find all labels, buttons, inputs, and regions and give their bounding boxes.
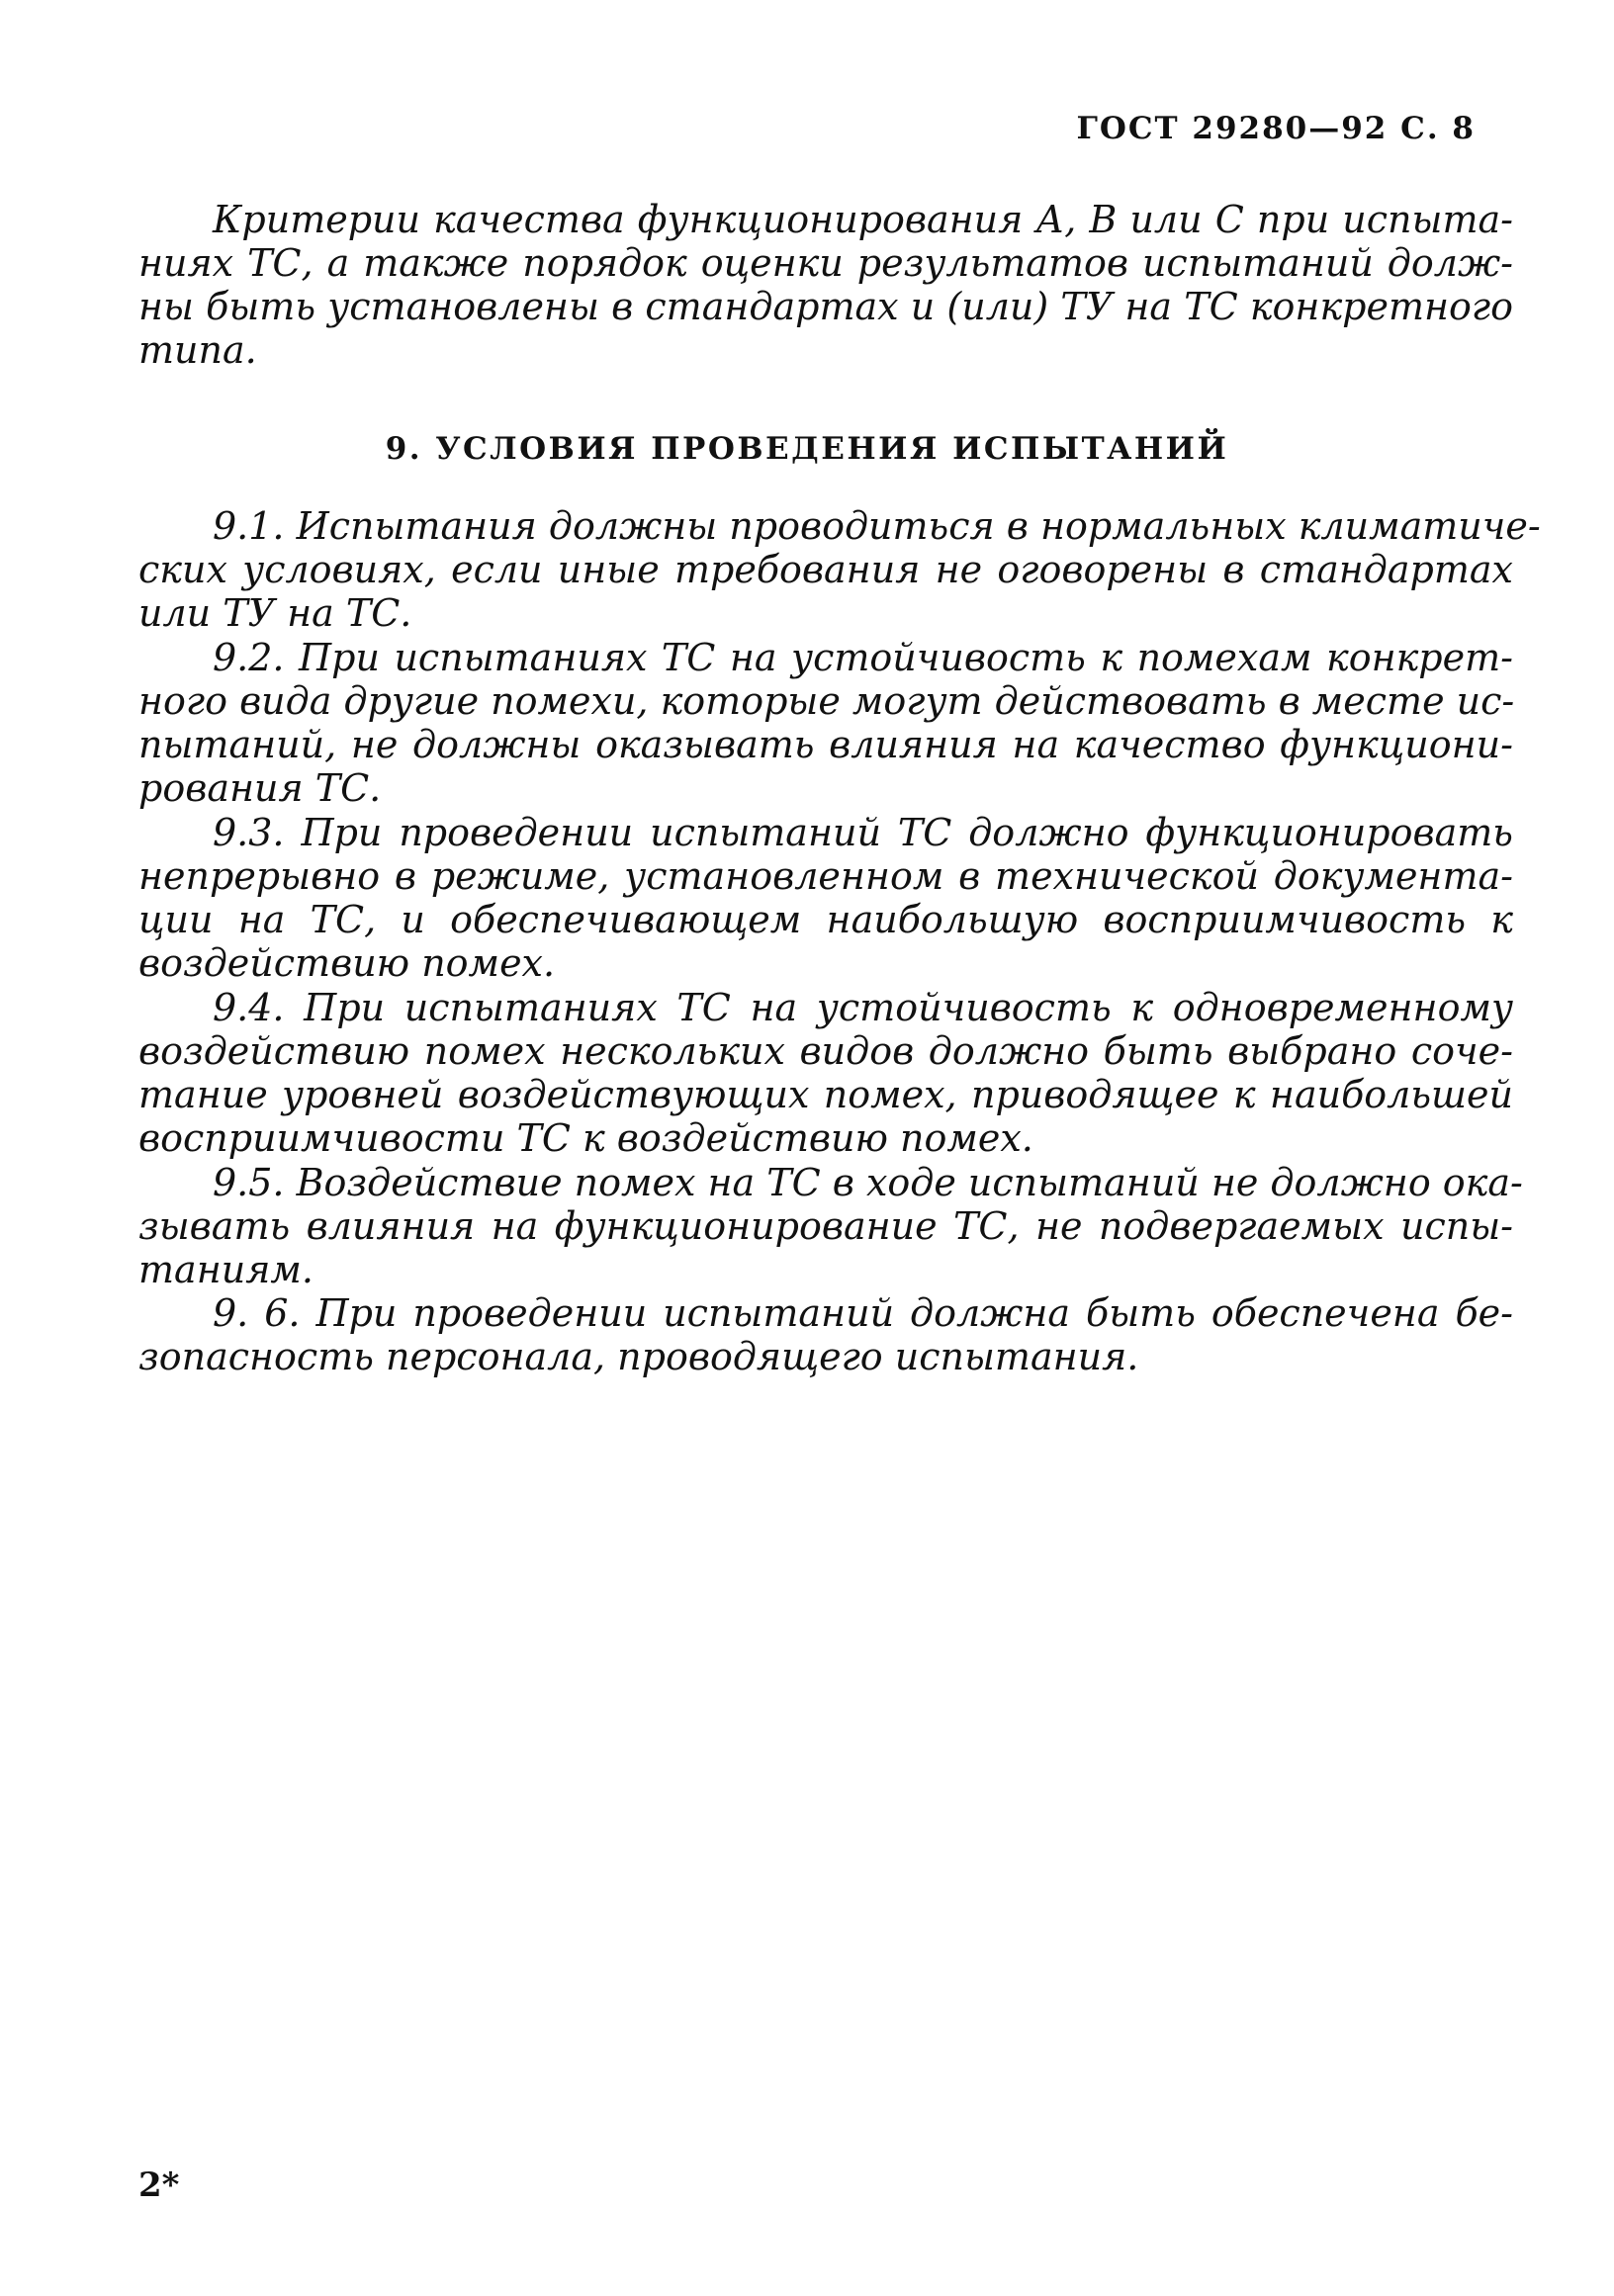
item-9-6-line: зопасность персонала, проводящего испытания.	[138, 1335, 1139, 1378]
page-footer-mark: 2*	[138, 2165, 180, 2205]
item-9-6-line: 9. 6. При проведении испытаний должна быть обеспечена бе-	[213, 1291, 1513, 1335]
item-9-3-line: воздействию помех.	[138, 941, 556, 985]
item-9-1-line: или ТУ на ТС.	[138, 591, 412, 635]
item-9-5-line: зывать влияния на функционирование ТС, не подвергаемых испы-	[138, 1204, 1513, 1248]
item-9-1-line: 9.1. Испытания должны проводиться в нормальных климатиче-	[213, 504, 1541, 548]
item-9-4-line: тание уровней воздействующих помех, приводящее к наибольшей	[138, 1073, 1513, 1116]
item-9-3-line: ции на ТС, и обеспечивающем наибольшую восприимчивость к	[138, 898, 1513, 941]
intro-line: ны быть установлены в стандартах и (или) ТУ на ТС конкретного	[138, 285, 1513, 328]
item-9-2-line: ного вида другие помехи, которые могут действовать в месте ис-	[138, 679, 1515, 723]
item-9-1-line: ских условиях, если иные требования не оговорены в стандартах	[138, 548, 1513, 591]
item-9-4-line: 9.4. При испытаниях ТС на устойчивость к одновременному	[213, 986, 1513, 1029]
item-9-5-line: 9.5. Воздействие помех на ТС в ходе испытаний не должно ока-	[213, 1161, 1523, 1204]
item-9-2-line: рования ТС.	[138, 766, 382, 810]
item-9-2-line: 9.2. При испытаниях ТС на устойчивость к помехам конкрет-	[213, 636, 1513, 679]
item-9-4-line: восприимчивости ТС к воздействию помех.	[138, 1116, 1033, 1160]
item-9-3-line: 9.3. При проведении испытаний ТС должно функционировать	[213, 811, 1513, 854]
item-9-5-line: таниям.	[138, 1248, 314, 1291]
intro-line: Критерии качества функционирования А, В или С при испыта-	[213, 198, 1513, 241]
item-9-2-line: пытаний, не должны оказывать влияния на качество функциони-	[138, 723, 1513, 766]
page-header: ГОСТ 29280—92 С. 8	[1076, 111, 1476, 146]
item-9-4-line: воздействию помех нескольких видов должно быть выбрано соче-	[138, 1029, 1513, 1073]
intro-line: типа.	[138, 328, 257, 372]
intro-line: ниях ТС, а также порядок оценки результатов испытаний долж-	[138, 241, 1513, 285]
section-title: 9. УСЛОВИЯ ПРОВЕДЕНИЯ ИСПЫТАНИЙ	[385, 431, 1229, 467]
item-9-3-line: непрерывно в режиме, установленном в технической документа-	[138, 854, 1513, 898]
